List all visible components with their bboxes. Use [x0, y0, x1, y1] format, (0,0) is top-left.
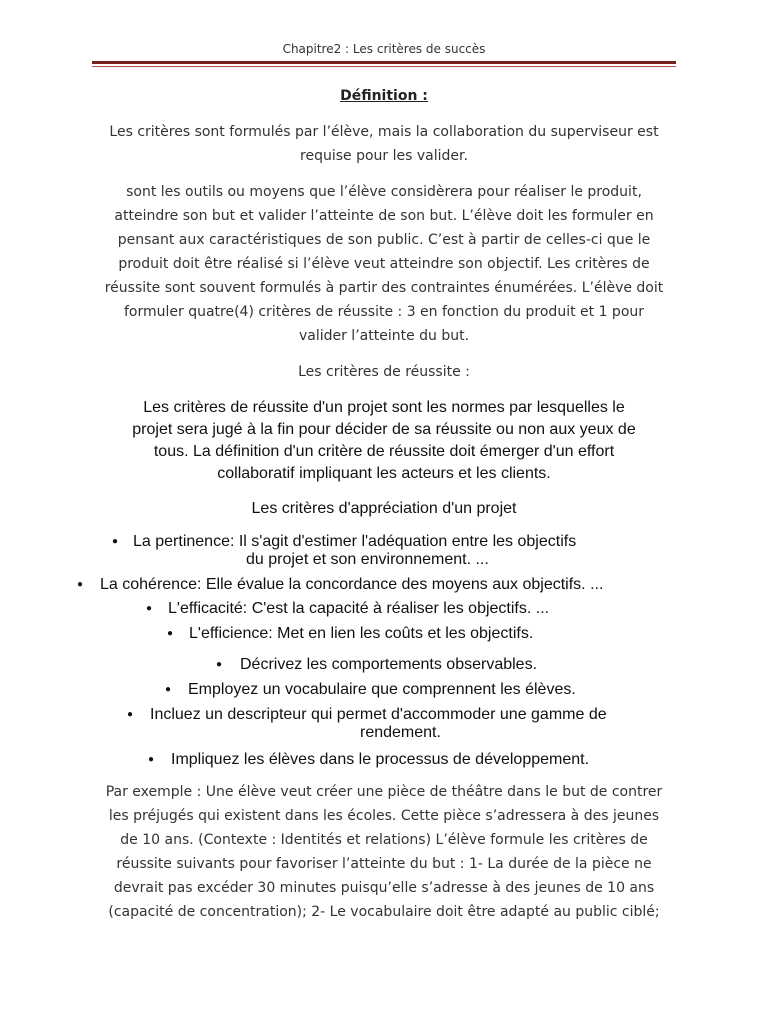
page-header-title: Chapitre2 : Les critères de succès: [282, 42, 486, 56]
example-line: réussite suivants pour favoriser l’atteinte du but : 1- La durée de la pièce ne: [116, 856, 652, 872]
body-line: atteindre son but et valider l’atteinte de son but. L’élève doit les formuler en: [114, 208, 654, 224]
header-rule-thick: [92, 61, 676, 64]
example-line: (capacité de concentration); 2- Le vocabulaire doit être adapté au public ciblé;: [108, 904, 660, 920]
bullet-dot: ●: [165, 684, 172, 695]
bullet-dot: ●: [216, 659, 223, 670]
bullet-dot: ●: [77, 579, 84, 590]
body-line: formuler quatre(4) critères de réussite : 3 en fonction du produit et 1 pour: [123, 304, 645, 320]
criteria-line: projet sera jugé à la fin pour décider de sa réussite ou non aux yeux de: [132, 421, 636, 438]
criteria-paragraph: [60, 397, 708, 485]
body-line: valider l’atteinte du but.: [298, 328, 470, 344]
example-line: devrait pas excéder 30 minutes puisqu’elle s’adresse à des jeunes de 10 ans: [113, 880, 655, 896]
bullet-item: La cohérence: Elle évalue la concordance des moyens aux objectifs. ...: [100, 576, 604, 593]
bullet-item: Impliquez les élèves dans le processus de développement.: [171, 751, 590, 768]
criteria-line: tous. La définition d'un critère de réussite doit émerger d'un effort: [153, 443, 615, 460]
bullet-item-continuation: rendement.: [360, 724, 441, 741]
intro-line: Les critères sont formulés par l’élève, mais la collaboration du superviseur est: [109, 124, 659, 140]
bullet-dot: ●: [146, 603, 153, 614]
bullet-item: La pertinence: Il s'agit d'estimer l'adéquation entre les objectifs: [133, 533, 577, 550]
criteria-heading: Les critères de réussite :: [298, 364, 470, 380]
header-rule-thin: [92, 66, 676, 67]
intro-line: requise pour les valider.: [300, 148, 468, 164]
example-line: Par exemple : Une élève veut créer une pièce de théâtre dans le but de contrer: [105, 784, 663, 800]
bullet-item: Employez un vocabulaire que comprennent les élèves.: [188, 681, 576, 698]
bullet-item: L'efficience: Met en lien les coûts et les objectifs.: [189, 625, 534, 642]
bullet-item: Décrivez les comportements observables.: [240, 656, 538, 673]
definition-title: Définition :: [340, 88, 428, 104]
criteria-line: collaboratif impliquant les acteurs et les clients.: [217, 465, 551, 482]
appreciation-heading: Les critères d'appréciation d'un projet: [251, 500, 517, 517]
body-line: pensant aux caractéristiques de son public. C’est à partir de celles-ci que le: [117, 232, 651, 248]
bullet-dot: ●: [112, 536, 119, 547]
definition-intro: [60, 120, 708, 168]
example-paragraph: [60, 780, 708, 924]
bullet-dot: ●: [148, 754, 155, 765]
example-line: de 10 ans. (Contexte : Identités et relations) L’élève formule les critères de: [120, 832, 648, 848]
criteria-line: Les critères de réussite d'un projet sont les normes par lesquelles le: [143, 399, 625, 416]
body-line: produit doit être réalisé si l’élève veut atteindre son objectif. Les critères de: [118, 256, 650, 272]
example-line: les préjugés qui existent dans les écoles. Cette pièce s’adressera à des jeunes: [108, 808, 660, 824]
bullet-dot: ●: [127, 709, 134, 720]
definition-body: [60, 180, 708, 348]
bullet-item: Incluez un descripteur qui permet d'accommoder une gamme de: [150, 706, 607, 723]
body-line: réussite sont souvent formulés à partir des contraintes énumérées. L’élève doit: [104, 280, 664, 296]
bullet-item-continuation: du projet et son environnement. ...: [246, 551, 489, 568]
bullet-dot: ●: [167, 628, 174, 639]
bullet-item: L'efficacité: C'est la capacité à réaliser les objectifs. ...: [168, 600, 550, 617]
body-line: sont les outils ou moyens que l’élève considèrera pour réaliser le produit,: [126, 184, 642, 200]
